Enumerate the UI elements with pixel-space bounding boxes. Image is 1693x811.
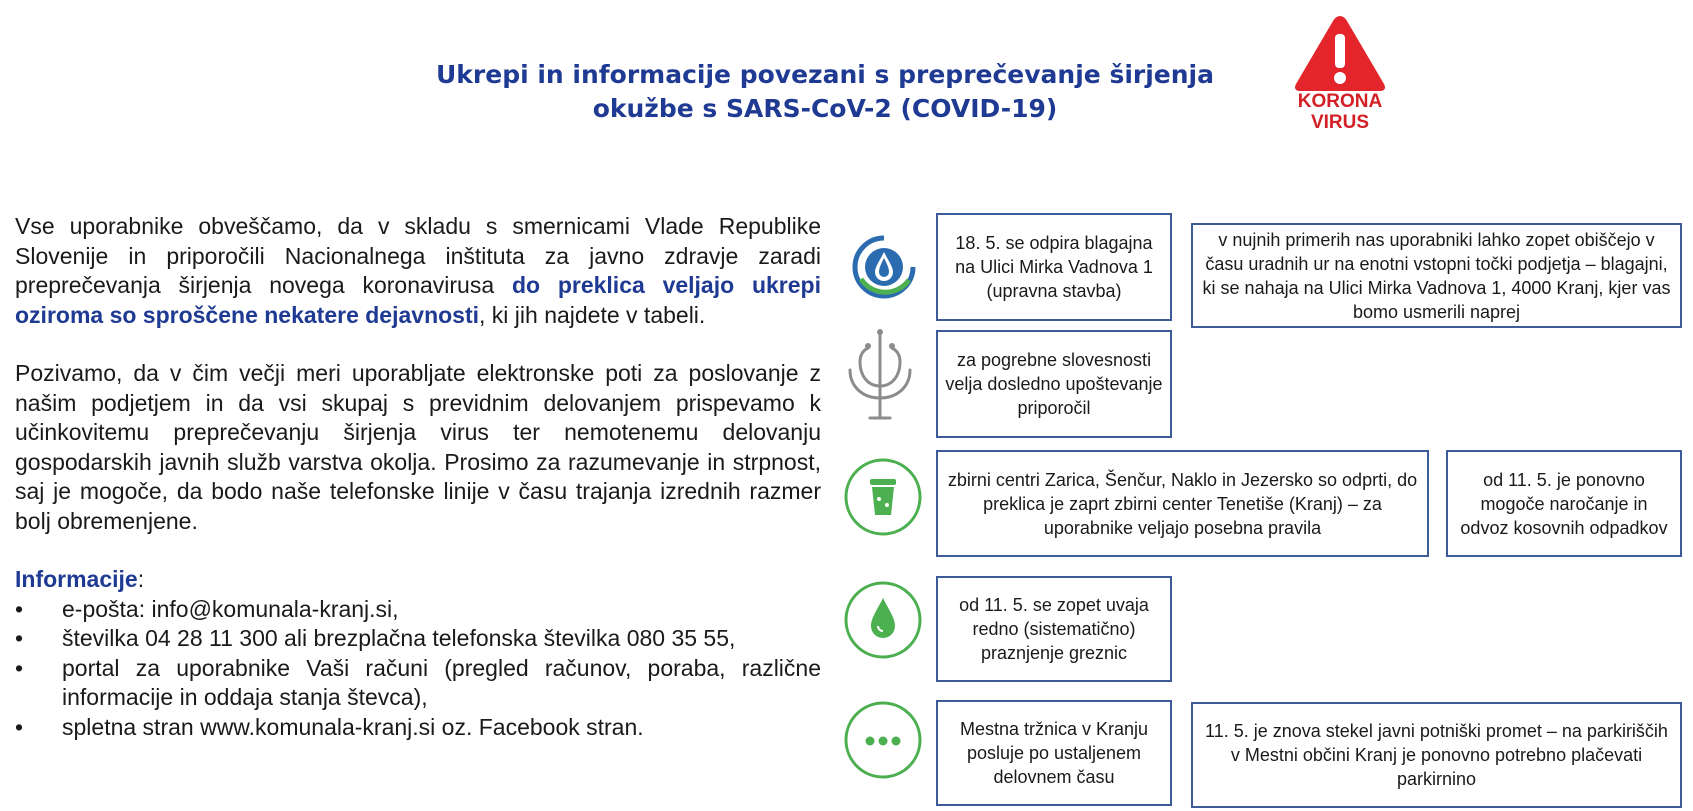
box-cashier-opening: 18. 5. se odpira blagajna na Ulici Mirka Vadnova 1 (upravna stavba) [936, 213, 1172, 321]
page-title-line1: Ukrepi in informacije povezani s preprečevanje širjenja [435, 60, 1214, 89]
logo-text-korona: KORONA [1297, 91, 1383, 112]
funeral-candelabra-icon [846, 328, 914, 426]
intro-paragraph-1: Vse uporabnike obveščamo, da v skladu s smernicami Vlade Republike Slovenije in priporočili Nacionalnega inštituta za javno zdravje zaradi preprečevanja širjenja novega koronavirusa do preklica veljajo ukrepi oziroma so sproščene nekatere dejavnosti, ki jih najdete v tabeli. [15, 213, 821, 328]
warning-triangle-icon [1290, 14, 1390, 94]
box-cesspit-emptying: od 11. 5. se zopet uvaja redno (sistematično) praznjenje greznic [936, 576, 1172, 682]
box-market: Mestna tržnica v Kranju posluje po ustaljenem delovnem času [936, 700, 1172, 806]
logo-text-virus: VIRUS [1310, 112, 1370, 133]
intro-paragraph-2: Pozivamo, da v čim večji meri uporabljate elektronske poti za poslovanje z našim podjetjem in da vsi skupaj s previdnim delovanjem prispevamo k učinkovitemu preprečevanju širjenja virus ter nemotenemu delovanju gospodarskih javnih služb varstva okolja. Prosimo za razumevanje in strpnost, saj je mogoče, da bodo naše telefonske linije v času trajanja izrednih razmer bolj obremenjene. [15, 360, 821, 534]
list-item: • spletna stran www.komunala-kranj.si oz. Facebook stran. [15, 713, 821, 743]
list-item: • e-pošta: info@komunala-kranj.si, [15, 595, 821, 625]
korona-virus-logo [1290, 14, 1390, 134]
intro-text [15, 212, 821, 742]
list-item: • številka 04 28 11 300 ali brezplačna telefonska številka 080 35 55, [15, 624, 821, 654]
box-bulky-waste: od 11. 5. je ponovno mogoče naročanje in odvoz kosovnih odpadkov [1446, 450, 1682, 557]
box-entry-point: v nujnih primerih nas uporabniki lahko zopet obiščejo v času uradnih ur na enotni vstopni točki podjetja – blagajni, ki se nahaja na Ulici Mirka Vadnova 1, 4000 Kranj, kjer vas bomo usmerili naprej [1191, 223, 1682, 328]
page-title [400, 58, 1250, 126]
box-funeral: za pogrebne slovesnosti velja dosledno upoštevanje priporočil [936, 330, 1172, 438]
list-item: • portal za uporabnike Vaši računi (pregled računov, poraba, različne informacije in oddaja stanja števca), [15, 654, 821, 713]
info-heading: Informacije: [15, 566, 145, 592]
sewage-drop-icon [843, 580, 923, 660]
box-collection-centers: zbirni centri Zarica, Šenčur, Naklo in Jezersko so odprti, do preklica je zaprt zbirni center Tenetiše (Kranj) – za uporabnike veljajo posebna pravila [936, 450, 1429, 557]
intro-highlight: do preklica veljajo ukrepi oziroma so sproščene nekatere dejavnosti [15, 272, 821, 328]
more-dots-icon [843, 700, 923, 780]
box-public-transport: 11. 5. je znova stekel javni potniški promet – na parkiriščih v Mestni občini Kranj je ponovno potrebno plačevati parkirnino [1191, 702, 1682, 808]
recycling-bin-icon [843, 457, 923, 537]
info-list [15, 595, 821, 743]
page-title-line2: okužbe s SARS-CoV-2 (COVID-19) [592, 94, 1058, 123]
water-drop-logo-icon [849, 232, 919, 302]
